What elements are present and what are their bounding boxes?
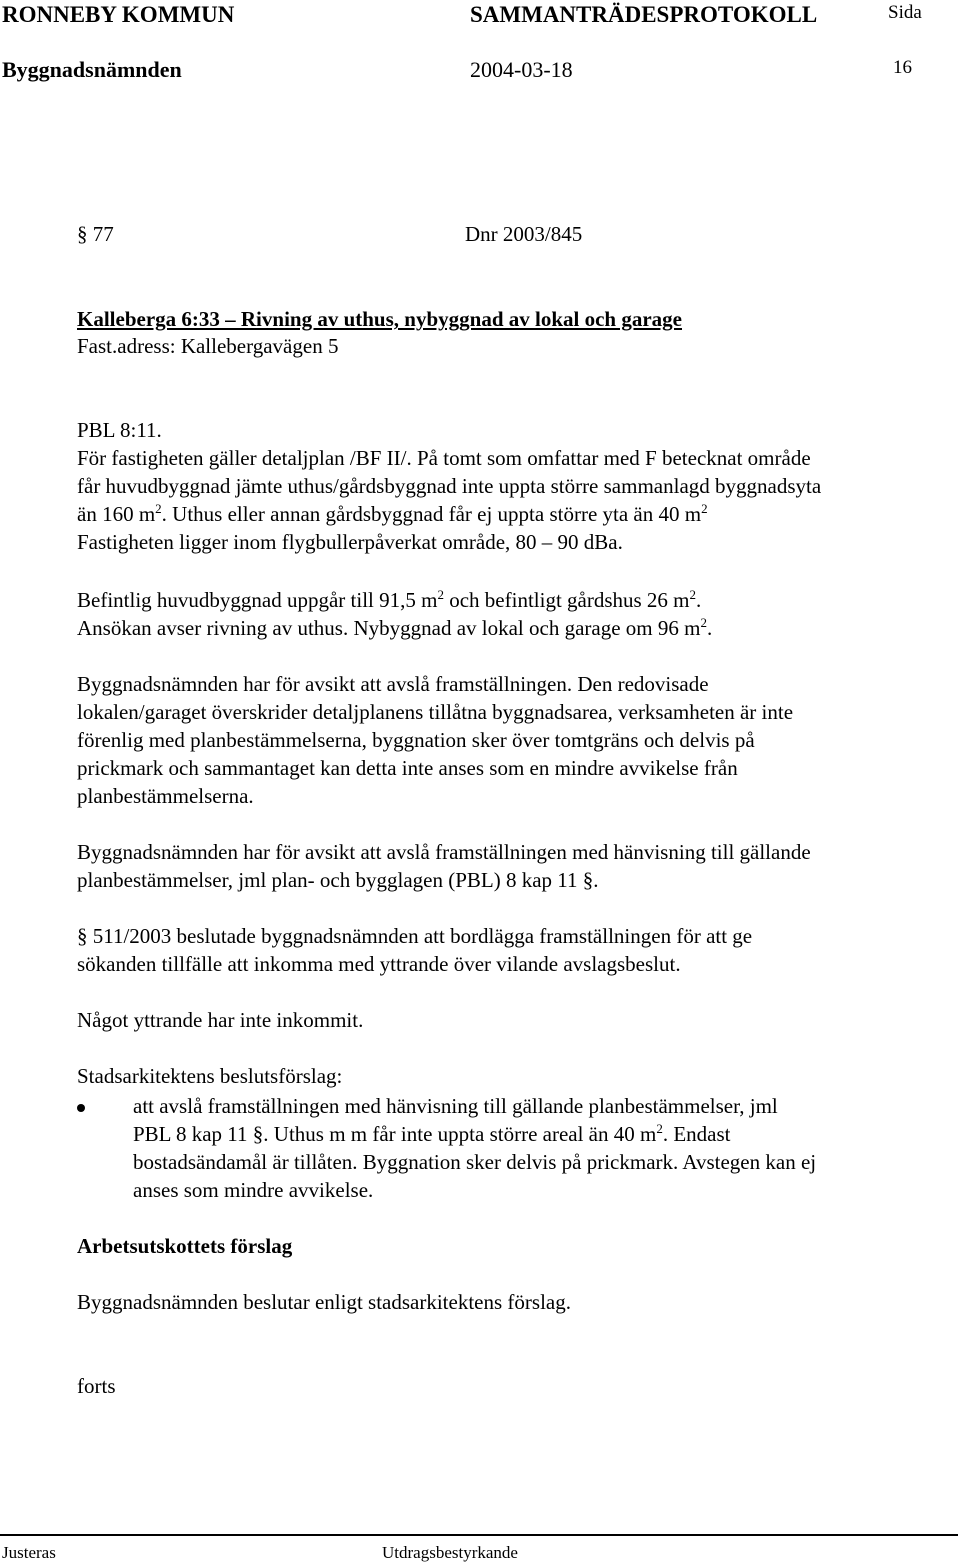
meeting-date: 2004-03-18 <box>470 57 573 82</box>
committee-proposal-heading: Arbetsutskottets förslag <box>77 1234 293 1258</box>
paragraph-no-response <box>77 1006 937 1034</box>
text-line: Fastigheten ligger inom flygbullerpåverkat område, 80 – 90 dBa. <box>77 530 623 554</box>
text-fragment: Ansökan avser rivning av uthus. Nybyggnad av lokal och garage om 96 m <box>77 616 701 640</box>
text-line: Stadsarkitektens beslutsförslag: <box>77 1064 343 1088</box>
text-fragment: . <box>706 616 713 640</box>
superscript: 2 <box>437 587 444 602</box>
item-title: Kalleberga 6:33 – Rivning av uthus, nybyggnad av lokal och garage <box>77 307 682 331</box>
text-fragment: och befintligt gårdshus 26 m <box>443 588 690 612</box>
text-line: Byggnadsnämnden har för avsikt att avslå framställningen med hänvisning till gällande <box>77 840 811 864</box>
text-line <box>133 1120 933 1148</box>
superscript: 2 <box>155 501 162 516</box>
text-fragment: än 160 m <box>77 502 156 526</box>
text-line: lokalen/garaget överskrider detaljplanens tillåtna byggnadsarea, verksamheten är inte <box>77 700 794 724</box>
text-line: får huvudbyggnad jämte uthus/gårdsbyggnad inte uppta större sammanlagd byggnadsyta <box>77 474 822 498</box>
text-fragment: . Uthus eller annan gårdsbyggnad får ej uppta större yta än 40 m <box>161 502 702 526</box>
text-line <box>77 586 937 614</box>
bullet-icon <box>77 1104 85 1112</box>
text-line: Byggnadsnämnden har för avsikt att avslå framställningen. Den redovisade <box>77 672 709 696</box>
diary-number: Dnr 2003/845 <box>465 222 583 246</box>
paragraph-existing-buildings <box>77 586 937 642</box>
superscript: 2 <box>656 1121 663 1136</box>
org-name: RONNEBY KOMMUN <box>2 2 235 27</box>
item-address: Fast.adress: Kallebergavägen 5 <box>77 334 339 358</box>
proposal-heading <box>77 1062 937 1090</box>
paragraph-intent <box>77 670 937 810</box>
text-line: planbestämmelser, jml plan- och bygglagen (PBL) 8 kap 11 §. <box>77 868 599 892</box>
footer-justeras: Justeras <box>2 1543 56 1562</box>
text-line: § 511/2003 beslutade byggnadsnämnden att bordlägga framställningen för att ge <box>77 924 753 948</box>
text-line: anses som mindre avvikelse. <box>133 1178 374 1202</box>
text-fragment: Befintlig huvudbyggnad uppgår till 91,5 m <box>77 588 438 612</box>
text-line: förenlig med planbestämmelserna, byggnation sker över tomtgräns och delvis på <box>77 728 755 752</box>
text-line: bostadsändamål är tillåten. Byggnation sker delvis på prickmark. Avstegen kan ej <box>133 1150 817 1174</box>
continued-label: forts <box>77 1374 116 1398</box>
section-number: § 77 <box>77 222 114 246</box>
committee-name: Byggnadsnämnden <box>2 57 182 82</box>
superscript: 2 <box>689 587 697 602</box>
text-line <box>77 614 937 642</box>
page-label: Sida <box>888 2 922 23</box>
page-number: 16 <box>893 57 912 78</box>
text-fragment: PBL 8 kap 11 §. Uthus m m får inte uppta större areal än 40 m <box>133 1122 657 1146</box>
superscript: 2 <box>700 615 707 630</box>
proposal-bullet <box>133 1092 933 1204</box>
footer-divider <box>0 1534 958 1536</box>
superscript: 2 <box>701 501 708 516</box>
text-line: Något yttrande har inte inkommit. <box>77 1008 364 1032</box>
committee-proposal-text: Byggnadsnämnden beslutar enligt stadsarkitektens förslag. <box>77 1290 571 1314</box>
text-line: att avslå framställningen med hänvisning till gällande planbestämmelser, jml <box>133 1094 778 1118</box>
text-fragment: . <box>696 588 702 612</box>
text-line <box>77 500 937 528</box>
text-line: prickmark och sammantaget kan detta inte anses som en mindre avvikelse från <box>77 756 738 780</box>
footer-utdragsbestyrkande: Utdragsbestyrkande <box>382 1543 518 1562</box>
text-fragment: . Endast <box>662 1122 731 1146</box>
text-line: PBL 8:11. <box>77 418 162 442</box>
text-line: För fastigheten gäller detaljplan /BF II/. På tomt som omfattar med F betecknat område <box>77 446 811 470</box>
text-line: planbestämmelserna. <box>77 784 254 808</box>
document-type: SAMMANTRÄDESPROTOKOLL <box>470 2 818 27</box>
text-line: sökanden tillfälle att inkomma med yttrande över vilande avslagsbeslut. <box>77 952 681 976</box>
paragraph-reference <box>77 838 937 894</box>
paragraph-regulations <box>77 416 937 556</box>
paragraph-tabled <box>77 922 937 978</box>
